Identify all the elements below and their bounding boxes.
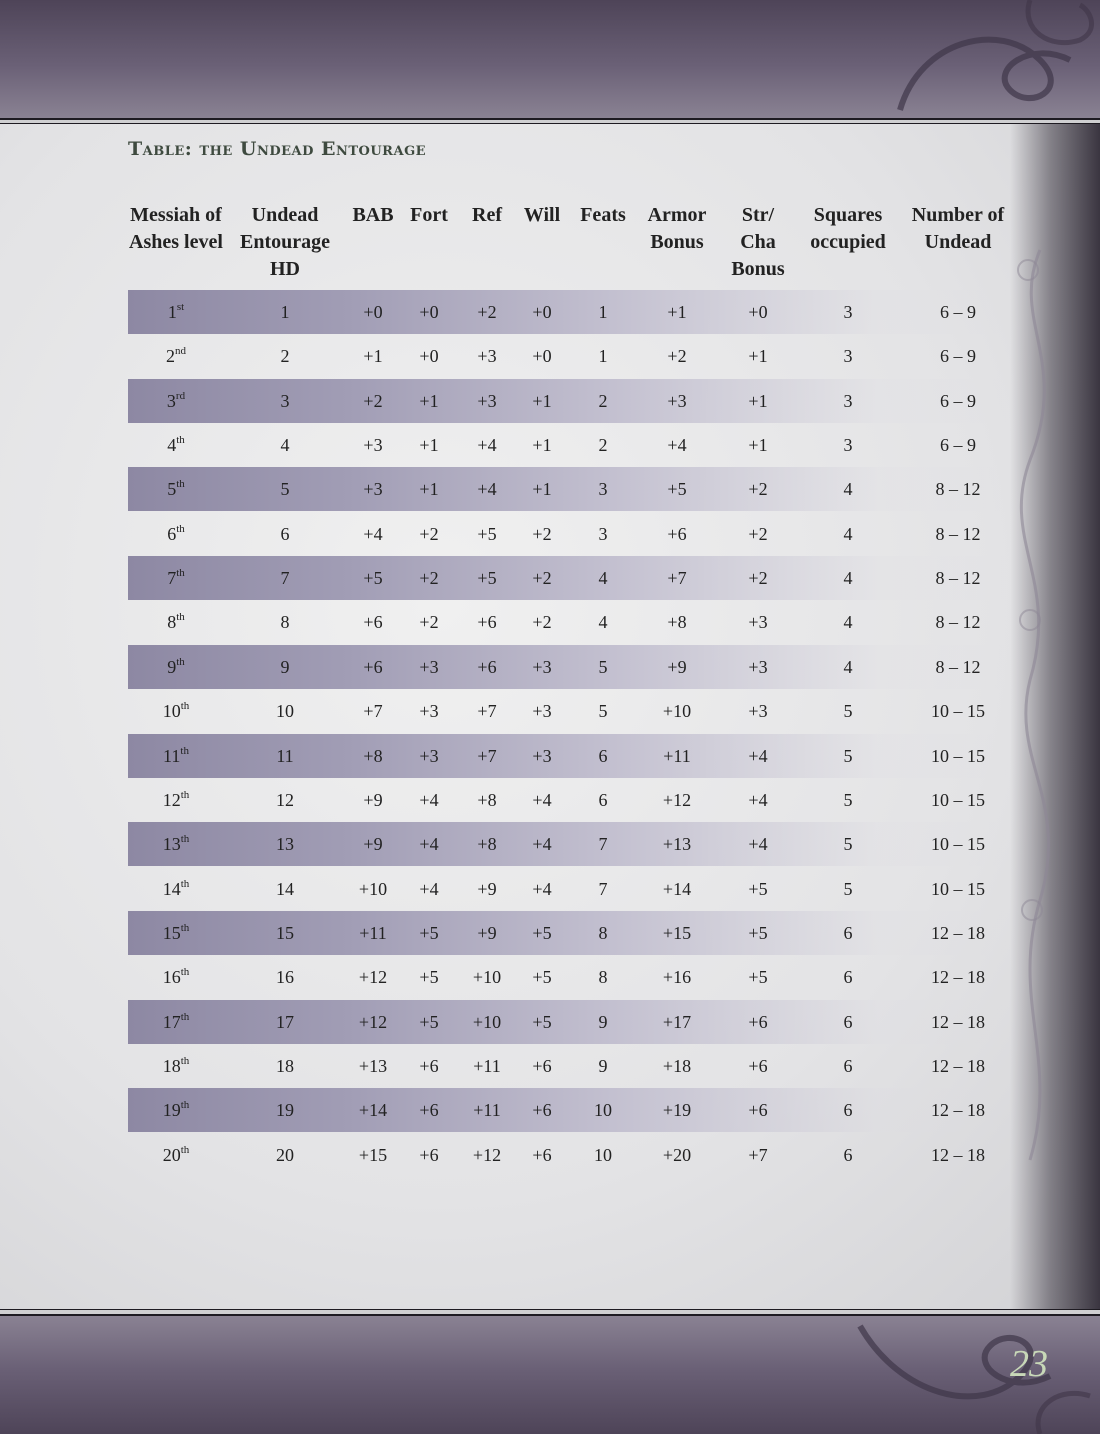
- level-suffix: th: [180, 1143, 190, 1156]
- table-row: [128, 1000, 1010, 1044]
- level-suffix: th: [176, 522, 185, 535]
- cell-strcha: +0: [748, 302, 768, 322]
- table-row: [128, 423, 1010, 467]
- cell-squares: 4: [843, 656, 853, 677]
- cell-feats: 5: [598, 656, 608, 677]
- cell-squares: 4: [843, 479, 853, 500]
- cell-will: +1: [532, 479, 552, 500]
- cell-armor: +8: [667, 612, 687, 633]
- header-ref: Ref: [472, 204, 502, 226]
- table-row: [128, 734, 1010, 778]
- cell-armor: +17: [662, 1011, 692, 1032]
- cell-level: [128, 379, 224, 423]
- cell-strcha: +1: [748, 435, 768, 456]
- level-suffix: th: [176, 655, 185, 668]
- table-row: [128, 556, 1010, 600]
- header-strcha: Str/ Cha Bonus: [731, 204, 785, 280]
- cell-ref: +5: [477, 568, 497, 589]
- table-row: [128, 379, 1010, 423]
- cell-undead: 10 – 15: [931, 878, 985, 899]
- table-row: [128, 645, 1010, 689]
- cell-strcha: +6: [748, 1011, 768, 1032]
- cell-squares: 4: [843, 568, 853, 589]
- cell-fort: +6: [419, 1100, 439, 1121]
- cell-strcha: +2: [748, 523, 768, 544]
- cell-hd: 4: [280, 435, 290, 456]
- cell-will: +2: [532, 568, 552, 589]
- cell-will: +5: [532, 967, 552, 988]
- cell-feats: 5: [598, 701, 608, 722]
- header-armor: Armor Bonus: [647, 204, 707, 253]
- cell-squares: 4: [843, 523, 853, 544]
- cell-level: [128, 423, 224, 467]
- cell-fort: +1: [419, 435, 439, 456]
- cell-feats: 8: [598, 967, 608, 988]
- cell-strcha: +3: [748, 612, 768, 633]
- cell-armor: +10: [662, 701, 692, 722]
- level-number: 15: [162, 922, 181, 943]
- cell-fort: +5: [419, 922, 439, 943]
- level-suffix: th: [180, 966, 190, 979]
- level-suffix: th: [180, 877, 190, 890]
- table-row: [128, 1133, 1010, 1177]
- cell-level: [128, 734, 224, 778]
- cell-armor: +14: [662, 878, 692, 899]
- cell-fort: +1: [419, 479, 439, 500]
- cell-feats: 9: [598, 1055, 608, 1076]
- bottom-rule: [0, 1314, 1100, 1316]
- cell-feats: 4: [598, 612, 608, 633]
- level-suffix: th: [180, 1054, 190, 1067]
- cell-level: [128, 512, 224, 556]
- level-number: 12: [162, 789, 181, 810]
- table-row: [128, 1088, 1010, 1132]
- cell-strcha: +4: [748, 834, 768, 855]
- cell-will: +1: [532, 435, 552, 456]
- cell-level: [128, 911, 224, 955]
- level-suffix: th: [180, 788, 190, 801]
- cell-fort: +1: [419, 390, 439, 411]
- cell-will: +0: [532, 346, 552, 367]
- cell-squares: 6: [843, 1011, 853, 1032]
- cell-undead: 8 – 12: [935, 612, 981, 633]
- cell-feats: 2: [598, 390, 608, 411]
- cell-hd: 1: [280, 302, 290, 322]
- cell-feats: 2: [598, 435, 608, 456]
- cell-feats: 8: [598, 922, 608, 943]
- cell-strcha: +5: [748, 922, 768, 943]
- level-suffix: th: [176, 434, 185, 447]
- cell-strcha: +7: [748, 1144, 768, 1165]
- cell-undead: 10 – 15: [931, 789, 985, 810]
- cell-fort: +5: [419, 967, 439, 988]
- cell-ref: +6: [477, 656, 497, 677]
- cell-fort: +2: [419, 523, 439, 544]
- header-fort: Fort: [410, 204, 448, 226]
- cell-armor: +6: [667, 523, 687, 544]
- top-rule: [0, 118, 1100, 120]
- cell-ref: +11: [473, 1100, 501, 1121]
- cell-undead: 12 – 18: [931, 1055, 985, 1076]
- cell-bab: +12: [358, 967, 388, 988]
- cell-level: [128, 1133, 224, 1177]
- table-row: [128, 689, 1010, 733]
- cell-bab: +12: [358, 1011, 388, 1032]
- cell-level: [128, 822, 224, 866]
- cell-bab: +5: [363, 568, 383, 589]
- cell-feats: 9: [598, 1011, 608, 1032]
- level-suffix: th: [176, 478, 185, 491]
- level-suffix: th: [180, 700, 190, 713]
- flourish-bottom-icon: [840, 1316, 1100, 1434]
- cell-ref: +6: [477, 612, 497, 633]
- cell-feats: 4: [598, 568, 608, 589]
- header-undead: Number of Undead: [911, 204, 1005, 253]
- cell-bab: +6: [363, 612, 383, 633]
- cell-undead: 12 – 18: [931, 1100, 985, 1121]
- cell-armor: +1: [667, 302, 687, 322]
- cell-squares: 5: [843, 745, 853, 766]
- cell-fort: +2: [419, 568, 439, 589]
- cell-will: +2: [532, 523, 552, 544]
- cell-undead: 12 – 18: [931, 1011, 985, 1032]
- cell-undead: 8 – 12: [935, 568, 981, 589]
- cell-ref: +9: [477, 922, 497, 943]
- cell-armor: +13: [662, 834, 692, 855]
- cell-level: [128, 334, 224, 378]
- bottom-rule-inner: [0, 1309, 1100, 1310]
- cell-undead: 8 – 12: [935, 656, 981, 677]
- cell-strcha: +2: [748, 479, 768, 500]
- level-number: 14: [162, 878, 181, 899]
- cell-armor: +4: [667, 435, 687, 456]
- cell-ref: +2: [477, 302, 497, 322]
- cell-level: [128, 1044, 224, 1088]
- cell-ref: +11: [473, 1055, 501, 1076]
- cell-fort: +6: [419, 1055, 439, 1076]
- header-will: Will: [523, 204, 561, 226]
- cell-strcha: +1: [748, 390, 768, 411]
- flourish-right-icon: [1000, 200, 1100, 1300]
- cell-bab: +8: [363, 745, 383, 766]
- cell-squares: 3: [843, 390, 853, 411]
- cell-level: [128, 645, 224, 689]
- cell-hd: 14: [276, 878, 294, 899]
- level-number: 16: [162, 967, 181, 988]
- table-row: [128, 1044, 1010, 1088]
- level-number: 19: [162, 1100, 181, 1121]
- cell-bab: +9: [363, 789, 383, 810]
- cell-strcha: +6: [748, 1055, 768, 1076]
- cell-level: [128, 689, 224, 733]
- level-suffix: th: [180, 833, 190, 846]
- cell-ref: +5: [477, 523, 497, 544]
- cell-level: [128, 467, 224, 511]
- cell-fort: +0: [419, 302, 439, 322]
- cell-armor: +9: [667, 656, 687, 677]
- cell-feats: 3: [598, 523, 608, 544]
- cell-strcha: +5: [748, 878, 768, 899]
- header-hd: Undead Entourage HD: [240, 204, 330, 280]
- cell-feats: 6: [598, 745, 608, 766]
- cell-squares: 5: [843, 834, 853, 855]
- cell-bab: +0: [363, 302, 383, 322]
- cell-ref: +10: [472, 967, 502, 988]
- cell-armor: +12: [662, 789, 692, 810]
- cell-armor: +2: [667, 346, 687, 367]
- cell-undead: 8 – 12: [935, 479, 981, 500]
- table-row: [128, 512, 1010, 556]
- cell-armor: +15: [662, 922, 692, 943]
- level-number: 17: [162, 1011, 181, 1032]
- cell-strcha: +5: [748, 967, 768, 988]
- cell-squares: 6: [843, 1144, 853, 1165]
- table-row: [128, 290, 1010, 334]
- cell-hd: 7: [280, 568, 290, 589]
- cell-will: +1: [532, 390, 552, 411]
- level-number: 20: [162, 1144, 181, 1165]
- cell-strcha: +2: [748, 568, 768, 589]
- cell-will: +2: [532, 612, 552, 633]
- cell-armor: +19: [662, 1100, 692, 1121]
- cell-squares: 5: [843, 701, 853, 722]
- cell-hd: 17: [276, 1011, 294, 1032]
- cell-ref: +10: [472, 1011, 502, 1032]
- cell-strcha: +3: [748, 701, 768, 722]
- cell-fort: +3: [419, 701, 439, 722]
- cell-bab: +10: [358, 878, 388, 899]
- level-number: 2: [166, 346, 175, 367]
- cell-hd: 12: [276, 789, 294, 810]
- header-level: Messiah of Ashes level: [129, 204, 223, 253]
- cell-bab: +14: [358, 1100, 388, 1121]
- cell-undead: 6 – 9: [940, 346, 976, 367]
- level-number: 3: [166, 390, 176, 411]
- header-squares: Squares occupied: [810, 204, 886, 253]
- cell-level: [128, 1088, 224, 1132]
- cell-feats: 7: [598, 834, 608, 855]
- cell-bab: +7: [363, 701, 383, 722]
- cell-strcha: +3: [748, 656, 768, 677]
- cell-fort: +3: [419, 745, 439, 766]
- cell-bab: +3: [363, 479, 383, 500]
- cell-squares: 5: [843, 878, 853, 899]
- cell-squares: 3: [843, 435, 853, 456]
- cell-armor: +11: [663, 745, 691, 766]
- cell-fort: +4: [419, 834, 439, 855]
- cell-undead: 10 – 15: [931, 701, 985, 722]
- cell-ref: +8: [477, 789, 497, 810]
- cell-squares: 6: [843, 967, 853, 988]
- cell-undead: 12 – 18: [931, 967, 985, 988]
- cell-strcha: +6: [748, 1100, 768, 1121]
- cell-squares: 4: [843, 612, 853, 633]
- cell-squares: 6: [843, 922, 853, 943]
- level-suffix: th: [180, 744, 189, 757]
- cell-hd: 8: [280, 612, 290, 633]
- cell-level: [128, 556, 224, 600]
- cell-ref: +4: [477, 479, 497, 500]
- cell-hd: 9: [280, 656, 290, 677]
- cell-fort: +4: [419, 789, 439, 810]
- cell-armor: +7: [667, 568, 687, 589]
- cell-ref: +7: [477, 745, 497, 766]
- cell-feats: 7: [598, 878, 608, 899]
- cell-ref: +3: [477, 346, 497, 367]
- cell-ref: +12: [472, 1144, 502, 1165]
- level-number: 7: [167, 568, 177, 589]
- cell-hd: 13: [276, 834, 294, 855]
- cell-bab: +13: [358, 1055, 388, 1076]
- cell-fort: +6: [419, 1144, 439, 1165]
- level-number: 13: [162, 834, 181, 855]
- cell-will: +5: [532, 1011, 552, 1032]
- cell-level: [128, 290, 224, 334]
- level-number: 5: [167, 479, 177, 500]
- cell-hd: 5: [280, 479, 290, 500]
- cell-hd: 19: [276, 1100, 294, 1121]
- cell-level: [128, 778, 224, 822]
- cell-feats: 10: [594, 1144, 612, 1165]
- table-row: [128, 467, 1010, 511]
- level-number: 1: [167, 302, 177, 322]
- level-number: 8: [167, 612, 177, 633]
- level-number: 10: [162, 701, 181, 722]
- cell-will: +6: [532, 1144, 552, 1165]
- level-suffix: rd: [175, 389, 186, 402]
- cell-ref: +9: [477, 878, 497, 899]
- cell-armor: +20: [662, 1144, 692, 1165]
- cell-level: [128, 867, 224, 911]
- cell-bab: +15: [358, 1144, 388, 1165]
- table-row: [128, 334, 1010, 378]
- cell-undead: 12 – 18: [931, 1144, 985, 1165]
- level-number: 11: [163, 745, 181, 766]
- cell-ref: +7: [477, 701, 497, 722]
- cell-hd: 20: [276, 1144, 294, 1165]
- cell-will: +6: [532, 1055, 552, 1076]
- cell-bab: +9: [363, 834, 383, 855]
- cell-squares: 6: [843, 1055, 853, 1076]
- level-number: 4: [167, 435, 177, 456]
- level-number: 9: [167, 656, 177, 677]
- cell-ref: +3: [477, 390, 497, 411]
- cell-will: +4: [532, 878, 552, 899]
- cell-bab: +4: [363, 523, 383, 544]
- cell-strcha: +1: [748, 346, 768, 367]
- table-row: [128, 911, 1010, 955]
- cell-undead: 8 – 12: [935, 523, 981, 544]
- cell-armor: +5: [667, 479, 687, 500]
- table-title: Table: the Undead Entourage: [128, 138, 427, 160]
- cell-hd: 6: [280, 523, 290, 544]
- level-suffix: th: [176, 567, 185, 580]
- cell-level: [128, 955, 224, 999]
- level-suffix: th: [180, 1099, 190, 1112]
- cell-strcha: +4: [748, 789, 768, 810]
- level-suffix: th: [180, 1010, 190, 1023]
- table-row: [128, 822, 1010, 866]
- cell-hd: 16: [276, 967, 294, 988]
- level-suffix: th: [176, 611, 185, 624]
- cell-bab: +1: [363, 346, 383, 367]
- level-number: 18: [162, 1055, 181, 1076]
- cell-hd: 15: [276, 922, 294, 943]
- table-row: [128, 778, 1010, 822]
- cell-bab: +3: [363, 435, 383, 456]
- table-row: [128, 867, 1010, 911]
- cell-squares: 6: [843, 1100, 853, 1121]
- cell-fort: +3: [419, 656, 439, 677]
- cell-fort: +4: [419, 878, 439, 899]
- cell-undead: 10 – 15: [931, 745, 985, 766]
- cell-ref: +4: [477, 435, 497, 456]
- cell-level: [128, 600, 224, 644]
- cell-armor: +16: [662, 967, 692, 988]
- cell-armor: +18: [662, 1055, 692, 1076]
- page-number: 23: [1010, 1343, 1048, 1385]
- cell-fort: +2: [419, 612, 439, 633]
- cell-armor: +3: [667, 390, 687, 411]
- cell-feats: 6: [598, 789, 608, 810]
- cell-hd: 2: [280, 346, 290, 367]
- level-suffix: st: [176, 301, 185, 313]
- cell-level: [128, 1000, 224, 1044]
- table-row: [128, 600, 1010, 644]
- cell-hd: 3: [280, 390, 290, 411]
- header-feats: Feats: [580, 204, 626, 226]
- cell-fort: +5: [419, 1011, 439, 1032]
- level-suffix: th: [180, 921, 190, 934]
- cell-undead: 6 – 9: [940, 390, 976, 411]
- table-row: [128, 955, 1010, 999]
- cell-undead: 12 – 18: [931, 922, 985, 943]
- cell-will: +3: [532, 656, 552, 677]
- flourish-top-icon: [880, 0, 1100, 118]
- cell-strcha: +4: [748, 745, 768, 766]
- cell-squares: 5: [843, 789, 853, 810]
- cell-hd: 10: [276, 701, 294, 722]
- cell-bab: +11: [359, 922, 387, 943]
- cell-hd: 11: [276, 745, 294, 766]
- cell-will: +3: [532, 745, 552, 766]
- cell-feats: 10: [594, 1100, 612, 1121]
- cell-fort: +0: [419, 346, 439, 367]
- cell-feats: 3: [598, 479, 608, 500]
- cell-squares: 3: [843, 346, 853, 367]
- cell-will: +6: [532, 1100, 552, 1121]
- cell-squares: 3: [843, 302, 853, 322]
- cell-feats: 1: [598, 346, 608, 367]
- cell-feats: 1: [598, 302, 608, 322]
- cell-will: +4: [532, 789, 552, 810]
- cell-undead: 10 – 15: [931, 834, 985, 855]
- cell-ref: +8: [477, 834, 497, 855]
- level-number: 6: [167, 523, 177, 544]
- cell-will: +5: [532, 922, 552, 943]
- cell-bab: +2: [363, 390, 383, 411]
- cell-undead: 6 – 9: [940, 302, 976, 322]
- cell-will: +4: [532, 834, 552, 855]
- cell-bab: +6: [363, 656, 383, 677]
- cell-will: +3: [532, 701, 552, 722]
- cell-undead: 6 – 9: [940, 435, 976, 456]
- cell-hd: 18: [276, 1055, 294, 1076]
- cell-will: +0: [532, 302, 552, 322]
- level-suffix: nd: [175, 345, 186, 358]
- header-bab: BAB: [352, 204, 394, 226]
